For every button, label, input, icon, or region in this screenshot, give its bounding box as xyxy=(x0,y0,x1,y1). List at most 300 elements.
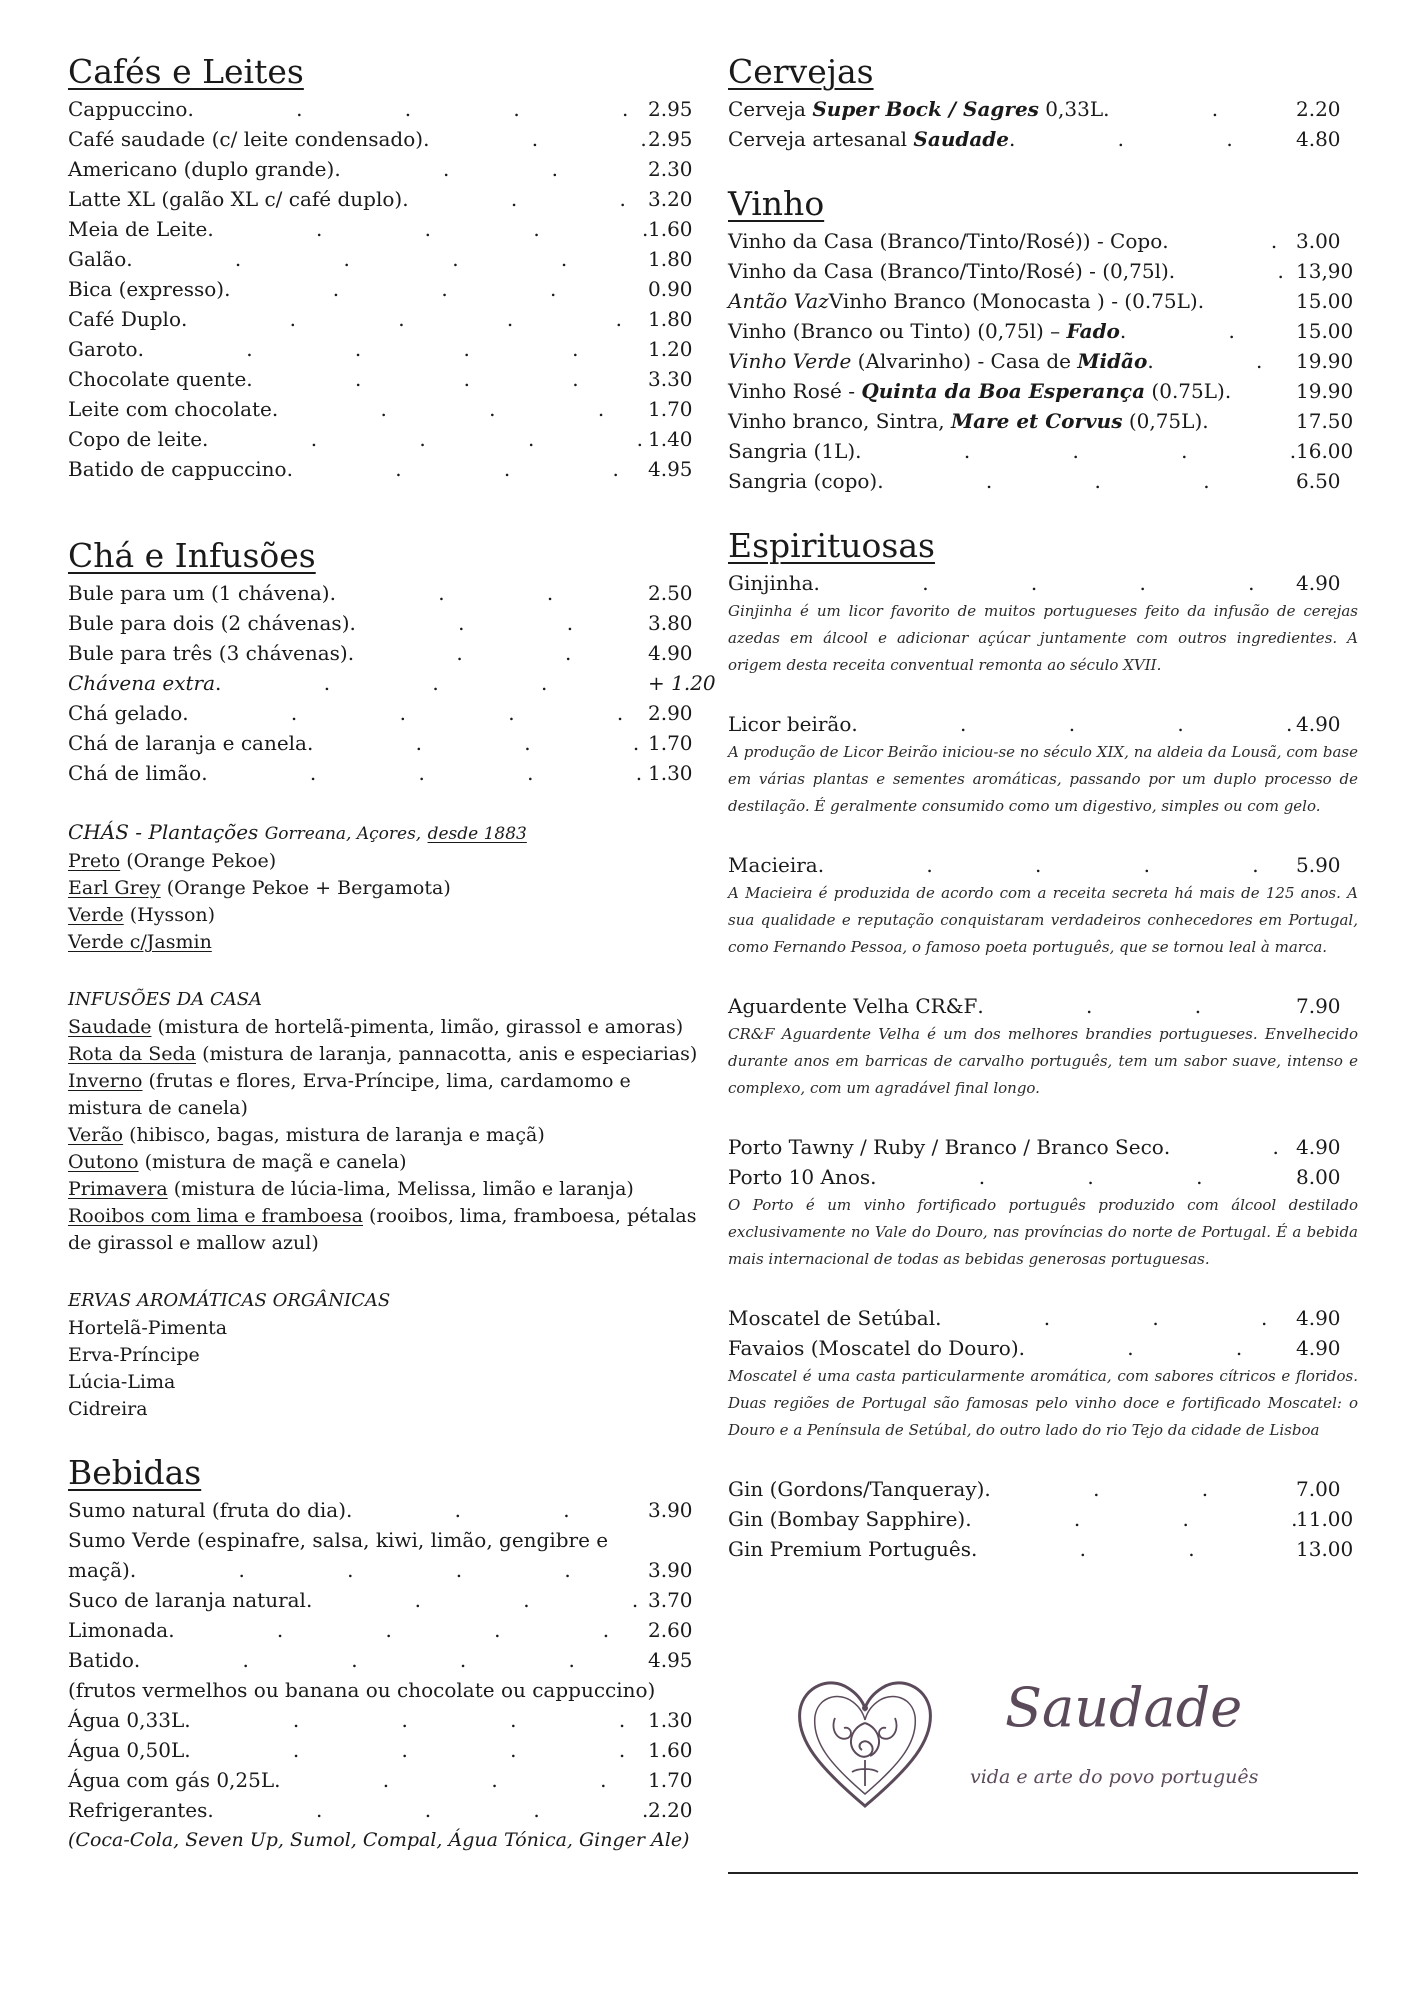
leader-dots xyxy=(184,1735,648,1765)
menu-item-row xyxy=(728,1333,1358,1363)
item-price: 0.90 xyxy=(648,277,693,301)
infusoes-heading: INFUSÕES DA CASA xyxy=(68,989,263,1010)
item-name: Favaios (Moscatel do Douro) xyxy=(728,1336,1019,1360)
item-name xyxy=(728,406,1202,436)
item-name: Meia de Leite xyxy=(68,217,208,241)
leader-dots xyxy=(246,364,648,394)
item-name-suffix: 0,33L xyxy=(1038,97,1104,121)
spirit-group xyxy=(728,1303,1358,1444)
item-name: Macieira xyxy=(728,853,818,877)
menu-item-row xyxy=(728,124,1358,154)
menu-item-row xyxy=(68,1525,708,1555)
item-name: Batido xyxy=(68,1648,134,1672)
infusion-detail: (rooibos, lima, framboesa, pétalas de girassol e mallow azul) xyxy=(68,1205,697,1254)
item-name-text: Vinho da Casa (Branco/Tinto/Rosé) - (0,75l) xyxy=(728,259,1169,283)
leader-dots xyxy=(215,668,648,698)
group-spacer xyxy=(728,1273,1358,1303)
herb-item: Cidreira xyxy=(68,1398,148,1420)
leader-dots xyxy=(855,436,1296,466)
item-name xyxy=(728,94,1103,124)
spirit-group xyxy=(728,709,1358,820)
leader-dots xyxy=(334,154,648,184)
item-name: Latte XL (galão XL c/ café duplo) xyxy=(68,187,403,211)
item-name xyxy=(728,316,1120,346)
tea-detail: (Orange Pekoe + Bergamota) xyxy=(166,877,451,899)
menu-item-row xyxy=(68,1705,708,1735)
infusion-item xyxy=(68,1176,708,1203)
menu-item-row xyxy=(68,394,708,424)
item-price: 3.30 xyxy=(648,367,693,391)
item-name xyxy=(728,256,1169,286)
item-name: Batido de cappuccino xyxy=(68,457,287,481)
item-name-text: Cerveja xyxy=(728,97,813,121)
menu-item-row xyxy=(728,1474,1358,1504)
item-name-emphasis: Mare et Corvus xyxy=(951,409,1123,433)
footer-rule xyxy=(728,1872,1358,1874)
section-title-bebidas: Bebidas xyxy=(68,1453,202,1492)
infusion-detail: (mistura de hortelã-pimenta, limão, girassol e amoras) xyxy=(151,1016,684,1038)
infusion-item xyxy=(68,1203,708,1257)
item-name: Porto Tawny / Ruby / Branco / Branco Seco xyxy=(728,1135,1164,1159)
leader-dots xyxy=(224,274,648,304)
menu-item-row xyxy=(728,226,1358,256)
item-price: 4.95 xyxy=(648,1648,693,1672)
tea-item xyxy=(68,848,708,875)
leader-dots xyxy=(348,638,648,668)
leader-dots xyxy=(818,850,1296,880)
infusion-detail: (mistura de lúcia-lima, Melissa, limão e laranja) xyxy=(167,1178,634,1200)
section-title-cafes: Cafés e Leites xyxy=(68,52,304,91)
menu-item-row xyxy=(728,316,1358,346)
item-name-emphasis: Quinta da Boa Esperança xyxy=(861,379,1146,403)
item-name-italic: Vinho Verde xyxy=(728,349,852,373)
menu-item-row xyxy=(68,454,708,484)
spirit-description: Ginjinha é um licor favorito de muitos portugueses feito da infusão de cerejas azedas em álcool e adicionar açúcar juntamente com outros ingredientes. A origem desta receita conventual remonta ao século XVII. xyxy=(728,602,1358,674)
item-name: Café saudade (c/ leite condensado) xyxy=(68,127,424,151)
leader-dots xyxy=(1162,226,1296,256)
tea-item xyxy=(68,875,708,902)
section-title-chas: Chá e Infusões xyxy=(68,536,316,575)
menu-item-row xyxy=(728,1534,1358,1564)
leader-dots xyxy=(977,991,1296,1021)
group-spacer xyxy=(728,679,1358,709)
logo-name: Saudade xyxy=(1005,1676,1243,1739)
item-price: 2.90 xyxy=(648,701,693,725)
menu-item-row xyxy=(728,568,1358,598)
section-title-cervejas: Cervejas xyxy=(728,52,874,91)
item-name-italic: Antão Vaz xyxy=(728,289,829,313)
leader-dots xyxy=(346,1495,648,1525)
menu-item-row xyxy=(68,364,708,394)
item-name-text: Vinho Branco (Monocasta xyxy=(828,289,1098,313)
item-name: Aguardente Velha CR&F xyxy=(728,994,978,1018)
plantacoes-head-small: Gorreana, Açores, xyxy=(264,824,422,844)
leader-dots xyxy=(1019,1333,1296,1363)
menu-item-row xyxy=(68,244,708,274)
menu-item-row xyxy=(728,1504,1358,1534)
menu-item-row xyxy=(68,578,708,608)
item-price: 3.90 xyxy=(648,1558,693,1582)
leader-dots xyxy=(126,244,648,274)
item-price: 2.95 xyxy=(648,97,693,121)
item-price: 1.70 xyxy=(648,731,693,755)
infusion-item xyxy=(68,1149,708,1176)
item-name: Água 0,33L xyxy=(68,1708,185,1732)
item-price: 4.80 xyxy=(1296,127,1341,151)
item-price: 4.90 xyxy=(1296,1306,1341,1330)
leader-dots xyxy=(1202,406,1296,436)
leader-dots xyxy=(1147,346,1296,376)
infusion-name: Rooibos com lima e framboesa xyxy=(68,1205,363,1227)
menu-item-row xyxy=(728,1132,1358,1162)
item-price: 2.20 xyxy=(648,1798,693,1822)
leader-dots xyxy=(182,698,648,728)
menu-item-row xyxy=(728,1162,1358,1192)
item-name xyxy=(728,436,855,466)
item-name: Chá de limão xyxy=(68,761,202,785)
infusion-detail: (frutas e flores, Erva-Príncipe, lima, cardamomo e mistura de canela) xyxy=(68,1070,631,1119)
leader-dots xyxy=(851,709,1296,739)
leader-dots xyxy=(1225,376,1296,406)
menu-item-row xyxy=(728,466,1358,496)
infusion-item xyxy=(68,1014,708,1041)
section-title-vinho: Vinho xyxy=(728,184,825,223)
menu-item-row xyxy=(68,638,708,668)
group-spacer xyxy=(728,961,1358,991)
leader-dots xyxy=(965,1504,1296,1534)
menu-item-row xyxy=(728,1303,1358,1333)
tea-item xyxy=(68,929,708,956)
item-name-text: Vinho Rosé - xyxy=(728,379,862,403)
item-price: 1.30 xyxy=(648,761,693,785)
item-name-text: Cerveja artesanal xyxy=(728,127,914,151)
vinho-list xyxy=(728,226,1358,496)
leader-dots xyxy=(184,1705,648,1735)
spirit-group xyxy=(728,1474,1358,1564)
ervas-list xyxy=(68,1315,708,1423)
item-name-text: Vinho (Branco ou Tinto) (0,75l) – xyxy=(728,319,1067,343)
spirit-description: A produção de Licor Beirão iniciou-se no século XIX, na aldeia da Lousã, com base em várias plantas e sementes aromáticas, passando por um duplo processo de destilação. É geralmente consumido como um digestivo, simples ou com gelo. xyxy=(728,743,1358,815)
menu-item-row xyxy=(68,668,716,698)
plantacoes-since: desde 1883 xyxy=(427,824,527,844)
leader-dots xyxy=(1164,1132,1296,1162)
leader-dots xyxy=(984,1474,1296,1504)
item-price: 1.70 xyxy=(648,1768,693,1792)
item-price: 3.20 xyxy=(648,187,693,211)
item-name-emphasis: Midão xyxy=(1077,349,1148,373)
menu-item-row xyxy=(68,758,708,788)
leader-dots xyxy=(1198,286,1296,316)
item-price: 1.60 xyxy=(648,217,693,241)
item-name: Americano (duplo grande) xyxy=(68,157,335,181)
tea-detail: (Orange Pekoe) xyxy=(126,850,277,872)
item-name: Bule para dois (2 chávenas) xyxy=(68,611,350,635)
item-name: Porto 10 Anos xyxy=(728,1165,871,1189)
infusion-detail: (mistura de maçã e canela) xyxy=(138,1151,407,1173)
leader-dots xyxy=(181,304,648,334)
item-price: 8.00 xyxy=(1296,1165,1341,1189)
item-price: 3.90 xyxy=(648,1498,693,1522)
item-name xyxy=(728,124,1009,154)
group-spacer xyxy=(728,1444,1358,1474)
infusion-item xyxy=(68,1068,708,1122)
item-name: Gin (Bombay Sapphire) xyxy=(728,1507,966,1531)
item-name: Sumo natural (fruta do dia) xyxy=(68,1498,346,1522)
herb-item: Hortelã-Pimenta xyxy=(68,1317,228,1339)
item-name: Café Duplo xyxy=(68,307,181,331)
item-price: 19.90 xyxy=(1296,349,1354,373)
leader-dots xyxy=(350,608,649,638)
item-price: 15.00 xyxy=(1296,289,1354,313)
menu-item-row xyxy=(68,94,708,124)
item-price: 1.60 xyxy=(648,1738,693,1762)
menu-item-row xyxy=(68,1675,708,1705)
item-price: 16.00 xyxy=(1296,439,1354,463)
spirit-description: O Porto é um vinho fortificado português produzido com álcool destilado exclusivamente no Vale do Douro, nas províncias do norte de Portugal. É a bebida mais internacional de todas as bebidas generosas portuguesas. xyxy=(728,1196,1358,1268)
cervejas-list xyxy=(728,94,1358,154)
spirit-description: CR&F Aguardente Velha é um dos melhores brandies portugueses. Envelhecido durante anos em barricas de carvalho português, tem um sabor suave, intenso e complexo, com um agradável final longo. xyxy=(728,1025,1358,1097)
item-price: 13,90 xyxy=(1296,259,1354,283)
herb-item: Lúcia-Lima xyxy=(68,1371,176,1393)
item-name xyxy=(728,286,1198,316)
leader-dots xyxy=(202,424,648,454)
item-name: Gin Premium Português xyxy=(728,1537,971,1561)
item-price: 7.00 xyxy=(1296,1477,1341,1501)
infusion-name: Verão xyxy=(68,1124,124,1146)
leader-dots xyxy=(207,214,648,244)
item-name xyxy=(728,376,1225,406)
infusion-detail: (hibisco, bagas, mistura de laranja e maçã) xyxy=(123,1124,545,1146)
menu-item-row xyxy=(68,1795,708,1825)
item-price: 1.30 xyxy=(648,1708,693,1732)
leader-dots xyxy=(877,466,1296,496)
item-price: 1.70 xyxy=(648,397,693,421)
item-price: 3.80 xyxy=(648,611,693,635)
leader-dots xyxy=(870,1162,1296,1192)
item-name: Leite com chocolate xyxy=(68,397,272,421)
item-name: Bule para um (1 chávena) xyxy=(68,581,330,605)
infusoes-list xyxy=(68,1014,708,1257)
spirit-group xyxy=(728,991,1358,1102)
leader-dots xyxy=(1009,124,1296,154)
menu-item-row xyxy=(728,346,1358,376)
leader-dots xyxy=(187,94,648,124)
spirit-description: Moscatel é uma casta particularmente aromática, com sabores cítricos e floridos. Duas regiões de Portugal são famosas pelo vinho doce e fortificado Moscatel: o Douro e a Península de Setúbal, do outro lado do rio Tejo da cidade de Lisboa xyxy=(728,1367,1358,1439)
menu-item-row xyxy=(68,304,708,334)
plantacoes-head-main: CHÁS - Plantações xyxy=(68,820,259,844)
leader-dots xyxy=(138,334,648,364)
item-price: 3.00 xyxy=(1296,229,1341,253)
item-price: 13.00 xyxy=(1296,1537,1354,1561)
item-price: 2.60 xyxy=(648,1618,693,1642)
ervas-heading: ERVAS AROMÁTICAS ORGÂNICAS xyxy=(68,1290,391,1311)
leader-dots xyxy=(935,1303,1296,1333)
bebidas-list xyxy=(68,1495,708,1825)
item-name: (frutos vermelhos ou banana ou chocolate ou cappuccino) xyxy=(68,1678,656,1702)
tea-name: Preto xyxy=(68,850,121,872)
infusion-name: Outono xyxy=(68,1151,139,1173)
right-column xyxy=(728,52,1358,1564)
menu-item-row xyxy=(68,698,708,728)
item-price: 17.50 xyxy=(1296,409,1354,433)
item-price: 2.30 xyxy=(648,157,693,181)
group-spacer xyxy=(728,1102,1358,1132)
spirit-group xyxy=(728,1132,1358,1273)
item-name: Chá gelado xyxy=(68,701,183,725)
leader-dots xyxy=(306,1585,648,1615)
item-price: + 1.20 xyxy=(648,671,716,695)
logo-tagline: vida e arte do povo português xyxy=(970,1766,1259,1788)
cafes-list xyxy=(68,94,708,484)
leader-dots xyxy=(307,728,648,758)
item-name: Garoto xyxy=(68,337,138,361)
infusion-name: Inverno xyxy=(68,1070,143,1092)
menu-item-row xyxy=(728,436,1358,466)
item-price: 4.90 xyxy=(1296,571,1341,595)
item-price: 4.90 xyxy=(1296,712,1341,736)
leader-dots xyxy=(272,394,648,424)
espirituosas-list xyxy=(728,568,1358,1564)
item-name: Chávena extra xyxy=(68,671,216,695)
item-price: 7.90 xyxy=(1296,994,1341,1018)
menu-item-row xyxy=(68,334,708,364)
item-price: 15.00 xyxy=(1296,319,1354,343)
item-name-suffix: (Alvarinho) - Casa de xyxy=(851,349,1078,373)
item-name-suffix: ) - (0.75L) xyxy=(1097,289,1198,313)
leader-dots xyxy=(1103,94,1296,124)
item-name: Moscatel de Setúbal xyxy=(728,1306,936,1330)
menu-item-row xyxy=(728,286,1358,316)
infusion-item xyxy=(68,1041,708,1068)
saudade-logo xyxy=(790,1668,1290,1818)
item-name: Suco de laranja natural xyxy=(68,1588,306,1612)
leader-dots xyxy=(207,1795,648,1825)
item-name-text: Vinho da Casa (Branco/Tinto/Rosé)) - Copo xyxy=(728,229,1163,253)
menu-item-row xyxy=(728,94,1358,124)
item-name xyxy=(728,226,1162,256)
menu-item-row xyxy=(728,709,1358,739)
section-title-espirituosas: Espirituosas xyxy=(728,526,935,565)
item-name-text: Sangria (1L) xyxy=(728,439,856,463)
menu-item-row xyxy=(728,256,1358,286)
menu-item-row xyxy=(68,1585,708,1615)
item-name-emphasis: Saudade xyxy=(913,127,1010,151)
leader-dots xyxy=(814,568,1296,598)
item-name-suffix: (0,75L) xyxy=(1122,409,1203,433)
infusion-name: Rota da Seda xyxy=(68,1043,197,1065)
item-price: 3.70 xyxy=(648,1588,693,1612)
item-price: 2.50 xyxy=(648,581,693,605)
item-name-suffix: (0.75L) xyxy=(1145,379,1225,403)
tea-detail: (Hysson) xyxy=(129,904,216,926)
plantacoes-list xyxy=(68,848,708,956)
menu-item-row xyxy=(68,214,708,244)
menu-item-row xyxy=(68,184,708,214)
leader-dots xyxy=(168,1615,648,1645)
leader-dots xyxy=(423,124,648,154)
item-name: Sumo Verde (espinafre, salsa, kiwi, limão, gengibre e xyxy=(68,1528,609,1552)
item-name: Galão xyxy=(68,247,127,271)
item-price: 1.80 xyxy=(648,307,693,331)
plantacoes-heading xyxy=(68,818,708,848)
item-name: Copo de leite xyxy=(68,427,203,451)
infusion-item xyxy=(68,1122,708,1149)
item-name: Limonada xyxy=(68,1618,169,1642)
item-name: Chá de laranja e canela xyxy=(68,731,307,755)
item-name: Gin (Gordons/Tanqueray) xyxy=(728,1477,985,1501)
menu-item-row xyxy=(68,424,708,454)
leader-dots xyxy=(201,758,648,788)
heart-ornament-icon xyxy=(790,1668,940,1818)
item-price: 4.95 xyxy=(648,457,693,481)
menu-item-row xyxy=(728,991,1358,1021)
menu-item-row xyxy=(728,850,1358,880)
item-price: 11.00 xyxy=(1296,1507,1354,1531)
menu-item-row xyxy=(68,728,708,758)
leader-dots xyxy=(274,1765,648,1795)
leader-dots xyxy=(971,1534,1296,1564)
item-price: 1.80 xyxy=(648,247,693,271)
item-name: Bule para três (3 chávenas) xyxy=(68,641,348,665)
spirit-description: A Macieira é produzida de acordo com a receita secreta há mais de 125 anos. A sua qualidade e reputação conquistaram verdadeiros conhecedores em Portugal, como Fernando Pessoa, o famoso poeta português, que se tornou leal à marca. xyxy=(728,884,1358,956)
menu-item-row xyxy=(68,154,708,184)
infusion-detail: (mistura de laranja, pannacotta, anis e especiarias) xyxy=(196,1043,698,1065)
item-name-text: Vinho branco, Sintra, xyxy=(728,409,951,433)
leader-dots xyxy=(1120,316,1296,346)
leader-dots xyxy=(402,184,648,214)
infusion-name: Primavera xyxy=(68,1178,168,1200)
chas-list xyxy=(68,578,716,788)
left-column xyxy=(68,52,716,1855)
item-name: Bica (expresso) xyxy=(68,277,225,301)
menu-item-row xyxy=(728,406,1358,436)
leader-dots xyxy=(1169,256,1296,286)
spirit-group xyxy=(728,568,1358,679)
item-name-emphasis: Fado xyxy=(1066,319,1120,343)
leader-dots xyxy=(130,1555,648,1585)
item-name-emphasis: Super Bock / Sagres xyxy=(812,97,1039,121)
menu-item-row xyxy=(68,1735,708,1765)
item-name: Licor beirão xyxy=(728,712,852,736)
leader-dots xyxy=(330,578,648,608)
tea-name: Verde xyxy=(68,904,124,926)
tea-item xyxy=(68,902,708,929)
infusion-name: Saudade xyxy=(68,1016,152,1038)
spirit-group xyxy=(728,850,1358,961)
menu-item-row xyxy=(68,1615,708,1645)
item-name: Cappuccino xyxy=(68,97,188,121)
item-name: Refrigerantes xyxy=(68,1798,208,1822)
item-price: 1.40 xyxy=(648,427,693,451)
item-name: Água com gás 0,25L xyxy=(68,1768,275,1792)
item-price: 5.90 xyxy=(1296,853,1341,877)
item-price: 4.90 xyxy=(1296,1336,1341,1360)
item-price: 1.20 xyxy=(648,337,693,361)
menu-item-row xyxy=(68,1645,708,1675)
menu-item-row xyxy=(68,124,708,154)
item-name: maçã) xyxy=(68,1558,130,1582)
menu-item-row xyxy=(68,274,708,304)
item-price: 4.90 xyxy=(1296,1135,1341,1159)
item-name: Ginjinha xyxy=(728,571,814,595)
leader-dots xyxy=(134,1645,648,1675)
tea-name: Verde c/Jasmin xyxy=(68,931,212,953)
item-price: 2.95 xyxy=(648,127,693,151)
refrigerantes-note: (Coca-Cola, Seven Up, Sumol, Compal, Água Tónica, Ginger Ale) xyxy=(68,1829,690,1851)
menu-item-row xyxy=(68,1555,708,1585)
item-price: 6.50 xyxy=(1296,469,1341,493)
item-name: Chocolate quente xyxy=(68,367,247,391)
